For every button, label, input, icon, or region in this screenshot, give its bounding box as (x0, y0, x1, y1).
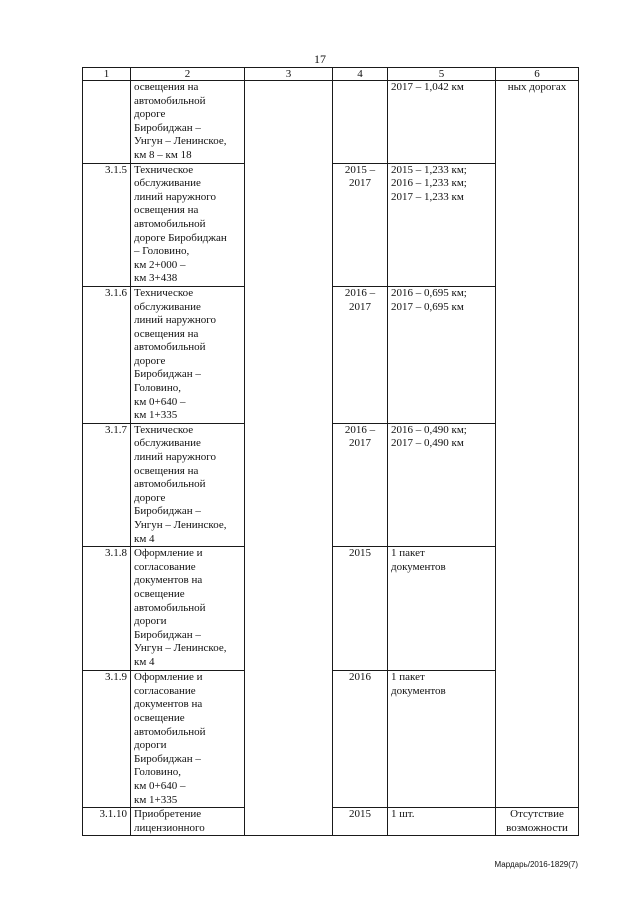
volume-cell (388, 423, 496, 546)
cell-line: 2017 – 0,695 км (391, 300, 464, 313)
cell-line: 2015 (349, 547, 371, 560)
cell-line: освещения на (134, 204, 199, 217)
cell-line: Оформление и (134, 547, 203, 560)
cell-line: автомобильной (134, 94, 206, 107)
header-cell: 5 (388, 68, 496, 81)
period-cell (333, 671, 388, 808)
cell-line: освещения на (134, 327, 199, 340)
cell-line: 2017 (349, 300, 371, 313)
table-row (83, 81, 579, 164)
cell-line: Биробиджан – (134, 368, 201, 381)
cell-line: линий наружного (134, 190, 216, 203)
period-cell (333, 423, 388, 546)
cell-line: дороги (134, 739, 167, 752)
cell-line: Биробиджан – (134, 752, 201, 765)
cell-line: освещения на (134, 81, 199, 93)
cell-line: Унгун – Ленинское, (134, 135, 227, 148)
cell-line: км 0+640 – (134, 779, 186, 792)
document-footer-code: Мардарь/2016-1829(7) (494, 860, 578, 869)
cell-line: 2017 – 1,042 км (391, 81, 464, 93)
cell-line: Головино, (134, 382, 181, 395)
cell-line: км 0+640 – (134, 395, 186, 408)
header-cell: 4 (333, 68, 388, 81)
cell-line: обслуживание (134, 177, 201, 190)
volume-cell (388, 671, 496, 808)
cell-line: освещение (134, 587, 185, 600)
column-3-cell (245, 81, 333, 836)
cell-line: документов (391, 560, 446, 573)
table-header-row (83, 68, 579, 81)
cell-line: 1 пакет (391, 671, 425, 684)
cell-line: автомобильной (134, 601, 206, 614)
item-number-cell: 3.1.7 (83, 423, 131, 546)
activity-name-cell (131, 808, 245, 836)
cell-line: км 4 (134, 532, 155, 545)
item-number-cell: 3.1.5 (83, 163, 131, 286)
item-number-cell: 3.1.6 (83, 286, 131, 423)
program-table (82, 67, 579, 836)
cell-line: Техническое (134, 163, 194, 176)
volume-cell (388, 163, 496, 286)
cell-line: Унгун – Ленинское, (134, 642, 227, 655)
cell-line: автомобильной (134, 478, 206, 491)
cell-line: Головино, (134, 766, 181, 779)
cell-line: согласование (134, 560, 196, 573)
cell-line: км 3+438 (134, 272, 178, 285)
cell-line: Техническое (134, 286, 194, 299)
cell-line: дороге (134, 491, 166, 504)
cell-line: км 4 (134, 655, 155, 668)
cell-line: дороге (134, 108, 166, 121)
volume-cell (388, 81, 496, 164)
cell-line: освещение (134, 711, 185, 724)
activity-name-cell (131, 81, 245, 164)
cell-line: дороге (134, 354, 166, 367)
cell-line: автомобильной (134, 217, 206, 230)
activity-name-cell (131, 163, 245, 286)
cell-line: 2016 – 0,490 км; (391, 423, 467, 436)
cell-line: км 2+000 – (134, 258, 186, 271)
cell-line: Оформление и (134, 671, 203, 684)
cell-line: Приобретение (134, 808, 202, 821)
header-cell: 2 (131, 68, 245, 81)
cell-line: обслуживание (134, 300, 201, 313)
cell-line: 2016 – 1,233 км; (391, 177, 467, 190)
cell-line: 1 шт. (391, 808, 415, 821)
cell-line: км 8 – км 18 (134, 148, 192, 161)
cell-line: 2015 – (344, 163, 376, 176)
item-number-cell: 3.1.10 (83, 808, 131, 836)
header-cell: 6 (496, 68, 579, 81)
cell-line: возможности (506, 821, 568, 834)
activity-name-cell (131, 423, 245, 546)
cell-line: Унгун – Ленинское, (134, 519, 227, 531)
cell-line: освещения на (134, 464, 199, 477)
period-cell (333, 808, 388, 836)
cell-line: дороге Биробиджан (134, 231, 227, 244)
cell-line: км 1+335 (134, 793, 178, 806)
cell-line: Техническое (134, 423, 194, 436)
period-cell (333, 81, 388, 164)
cell-line: автомобильной (134, 341, 206, 354)
period-cell (333, 286, 388, 423)
cell-line: линий наружного (134, 314, 216, 327)
cell-line: 2016 (349, 671, 371, 684)
column-6-merged-cell: ных дорогах (496, 81, 579, 808)
cell-line: 2015 (349, 808, 371, 821)
column-6-cell (496, 808, 579, 836)
cell-line: документов (391, 684, 446, 697)
cell-line: км 1+335 (134, 409, 178, 422)
period-cell (333, 163, 388, 286)
volume-cell (388, 547, 496, 671)
cell-line: Биробиджан – (134, 628, 201, 641)
period-cell (333, 547, 388, 671)
header-cell: 1 (83, 68, 131, 81)
cell-line: 2015 – 1,233 км; (391, 163, 467, 176)
page-number: 17 (314, 52, 326, 66)
cell-line: автомобильной (134, 725, 206, 738)
cell-line: 2016 – (344, 423, 376, 436)
cell-line: 2017 (349, 177, 371, 190)
cell-line: согласование (134, 684, 196, 697)
cell-line: 2017 (349, 437, 371, 450)
cell-line: 2017 – 0,490 км (391, 437, 464, 450)
cell-line: 2017 – 1,233 км (391, 190, 464, 203)
item-number-cell: 3.1.8 (83, 547, 131, 671)
item-number-cell (83, 81, 131, 164)
item-number-cell: 3.1.9 (83, 671, 131, 808)
cell-line: Отсутствие (510, 808, 564, 821)
cell-line: 2016 – (344, 286, 376, 299)
cell-line: документов на (134, 574, 203, 587)
cell-line: документов на (134, 698, 203, 711)
cell-line: обслуживание (134, 437, 201, 450)
cell-line: Биробиджан – (134, 505, 201, 518)
activity-name-cell (131, 671, 245, 808)
cell-line: 2016 – 0,695 км; (391, 286, 467, 299)
cell-line: дороги (134, 615, 167, 628)
activity-name-cell (131, 547, 245, 671)
cell-line: Биробиджан – (134, 121, 201, 134)
cell-line: линий наружного (134, 451, 216, 464)
volume-cell (388, 808, 496, 836)
volume-cell (388, 286, 496, 423)
cell-line: – Головино, (134, 245, 190, 258)
activity-name-cell (131, 286, 245, 423)
cell-line: 1 пакет (391, 547, 425, 560)
cell-line: лицензионного (134, 821, 205, 834)
header-cell: 3 (245, 68, 333, 81)
